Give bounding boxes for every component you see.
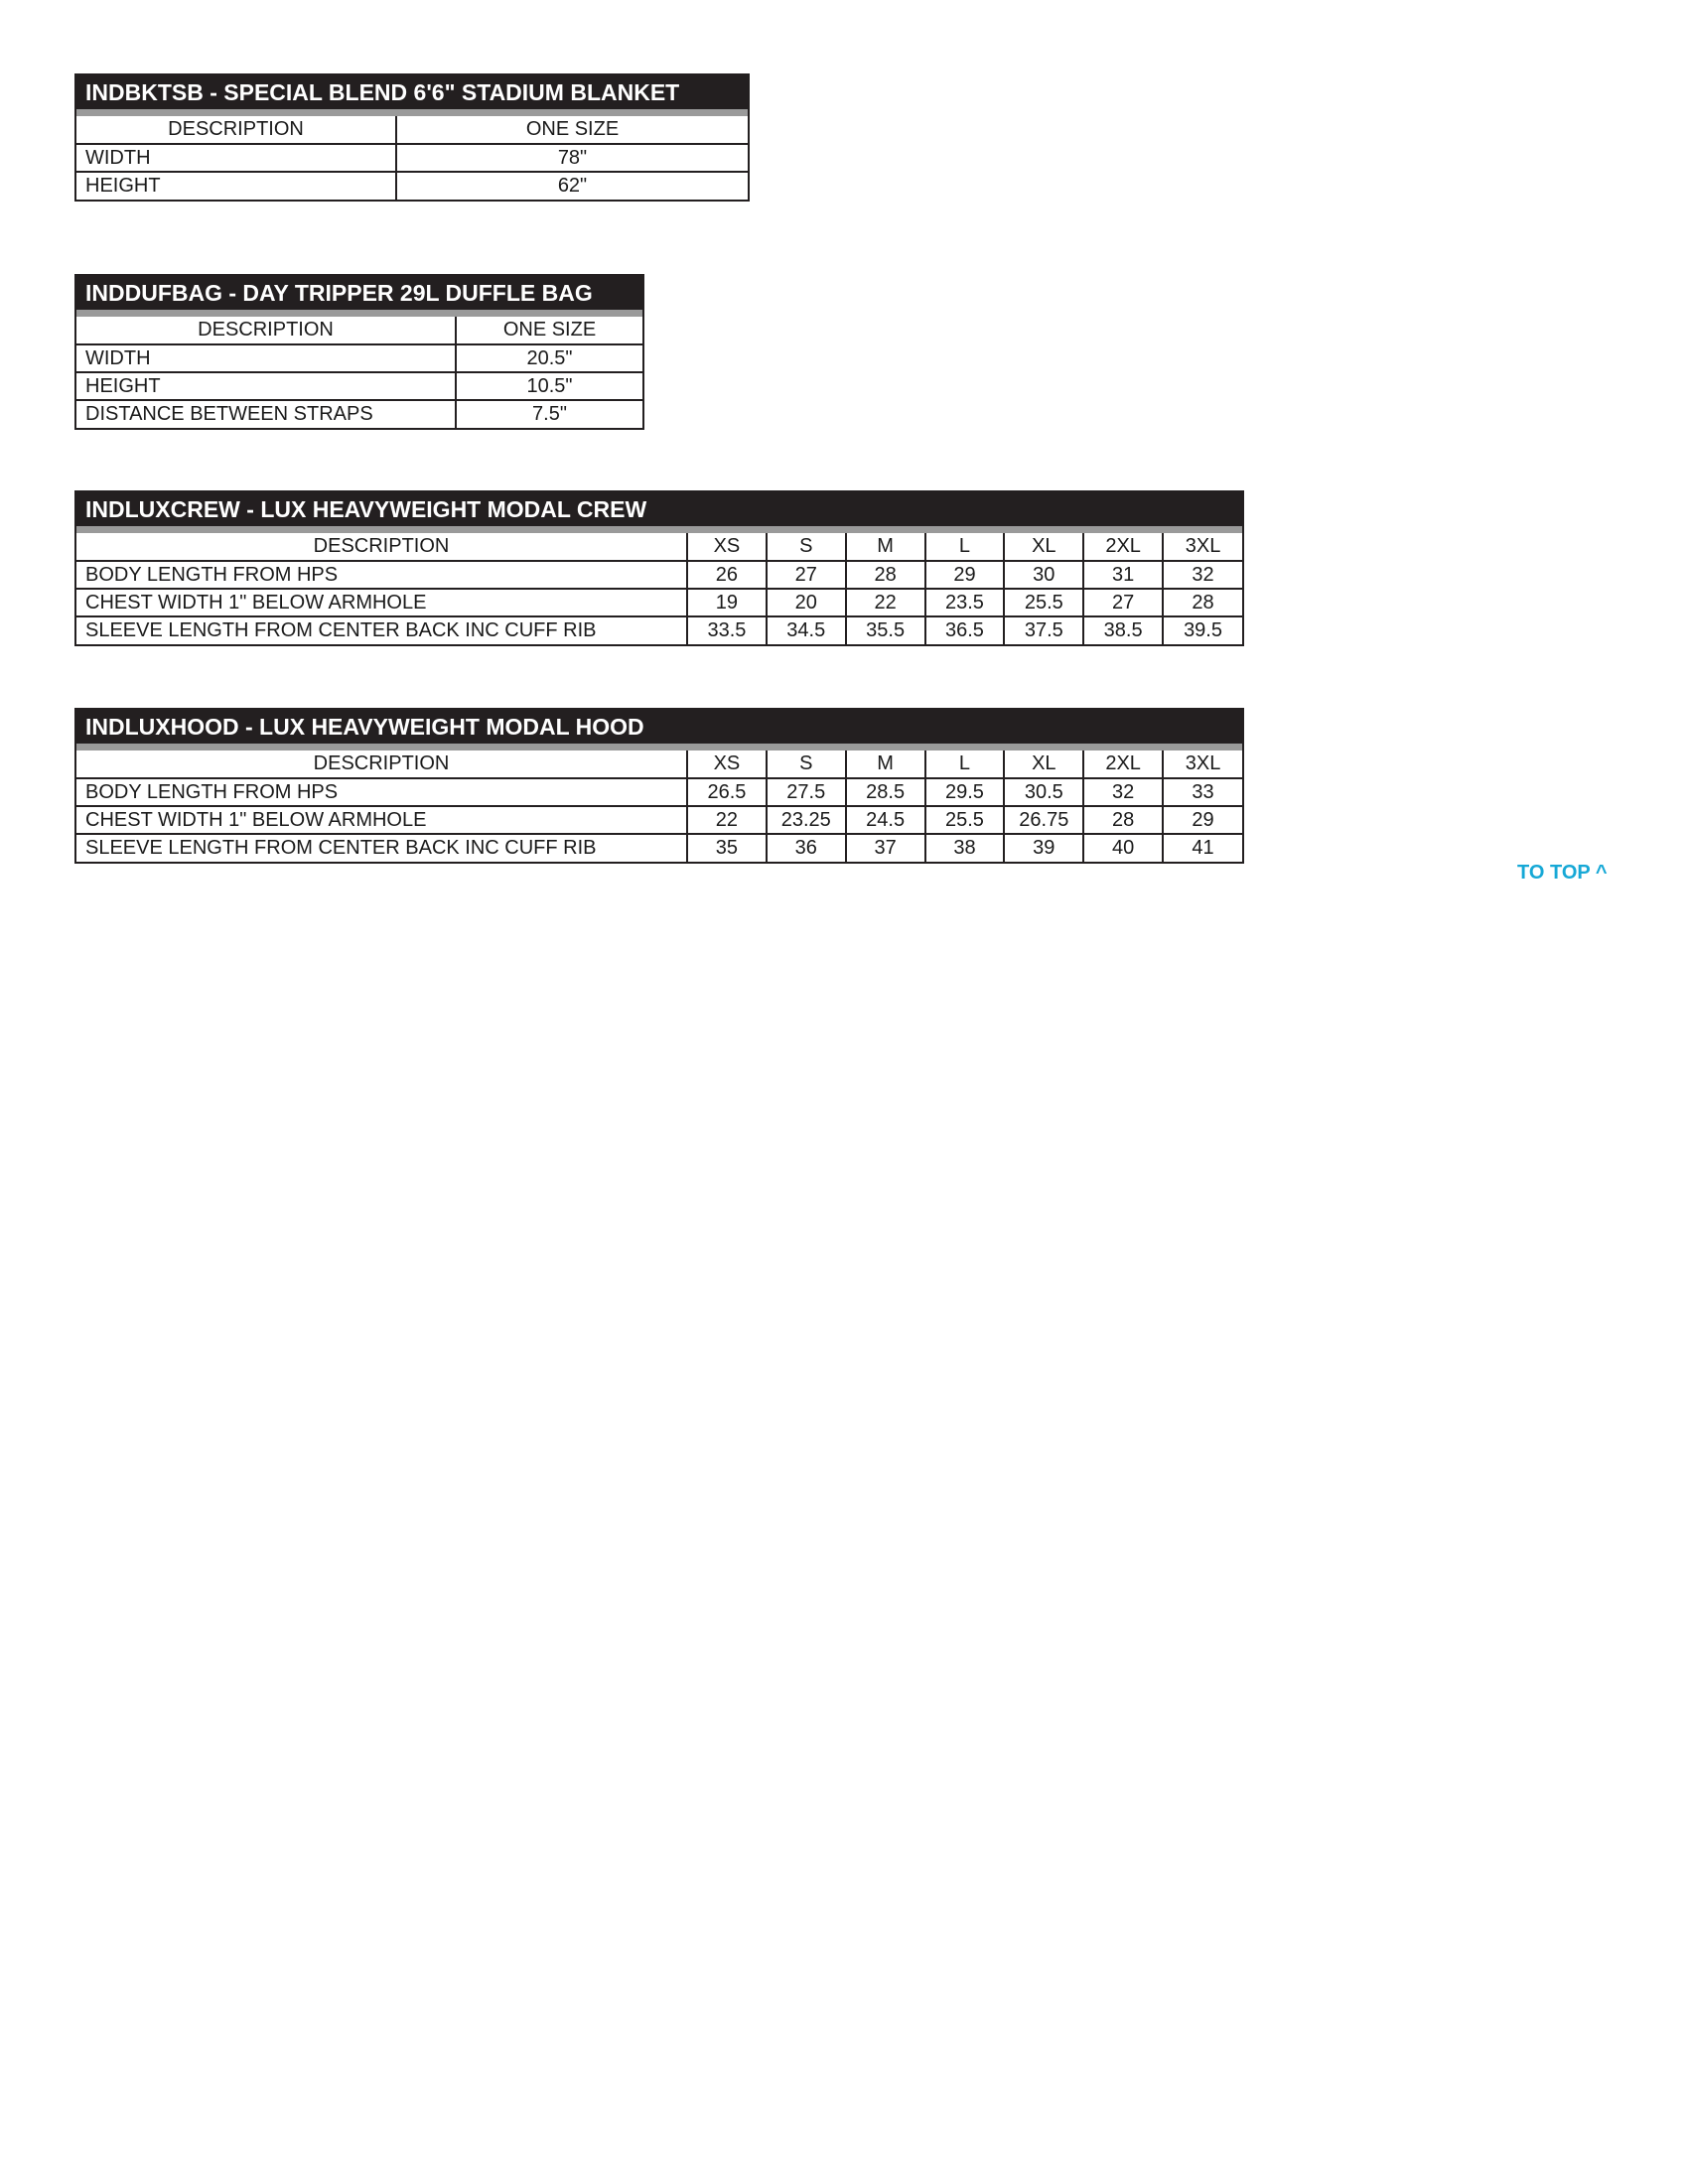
column-header: XS (687, 533, 767, 561)
table-row (76, 834, 1242, 862)
column-header: S (767, 533, 846, 561)
column-header: DESCRIPTION (76, 116, 396, 144)
cell-value: 20 (767, 589, 846, 616)
column-header: XL (1004, 751, 1083, 778)
cell-value: 31 (1083, 561, 1163, 589)
row-label: CHEST WIDTH 1" BELOW ARMHOLE (76, 589, 687, 616)
table-header-row (76, 751, 1242, 778)
cell-value: 40 (1083, 834, 1163, 862)
cell-value: 35 (687, 834, 767, 862)
size-chart-blanket (74, 73, 750, 202)
column-header: DESCRIPTION (76, 317, 456, 344)
table-row (76, 561, 1242, 589)
cell-value: 38 (925, 834, 1005, 862)
table-row (76, 589, 1242, 616)
column-header: 3XL (1163, 533, 1242, 561)
table-header-row (76, 533, 1242, 561)
cell-value: 28 (1163, 589, 1242, 616)
chart-title: INDDUFBAG - DAY TRIPPER 29L DUFFLE BAG (76, 276, 642, 317)
chart-title: INDLUXCREW - LUX HEAVYWEIGHT MODAL CREW (76, 492, 1242, 533)
table-row (76, 806, 1242, 834)
chart-title: INDBKTSB - SPECIAL BLEND 6'6" STADIUM BLANKET (76, 75, 748, 116)
size-table (76, 751, 1242, 862)
cell-value: 22 (687, 806, 767, 834)
row-label: BODY LENGTH FROM HPS (76, 778, 687, 806)
size-chart-crew (74, 490, 1244, 646)
cell-value: 37.5 (1004, 616, 1083, 644)
column-header: 2XL (1083, 751, 1163, 778)
row-label: SLEEVE LENGTH FROM CENTER BACK INC CUFF RIB (76, 616, 687, 644)
row-label: CHEST WIDTH 1" BELOW ARMHOLE (76, 806, 687, 834)
row-label: WIDTH (76, 144, 396, 172)
cell-value: 22 (846, 589, 925, 616)
cell-value: 30.5 (1004, 778, 1083, 806)
row-label: HEIGHT (76, 372, 456, 400)
row-label: SLEEVE LENGTH FROM CENTER BACK INC CUFF RIB (76, 834, 687, 862)
cell-value: 19 (687, 589, 767, 616)
cell-value: 38.5 (1083, 616, 1163, 644)
column-header: L (925, 751, 1005, 778)
table-row (76, 616, 1242, 644)
cell-value: 26.5 (687, 778, 767, 806)
row-label: HEIGHT (76, 172, 396, 200)
table-row (76, 778, 1242, 806)
cell-value: 35.5 (846, 616, 925, 644)
cell-value: 24.5 (846, 806, 925, 834)
column-header: L (925, 533, 1005, 561)
cell-value: 30 (1004, 561, 1083, 589)
cell-value: 39.5 (1163, 616, 1242, 644)
column-header: M (846, 751, 925, 778)
cell-value: 33.5 (687, 616, 767, 644)
cell-value: 26.75 (1004, 806, 1083, 834)
cell-value: 37 (846, 834, 925, 862)
chart-title: INDLUXHOOD - LUX HEAVYWEIGHT MODAL HOOD (76, 710, 1242, 751)
column-header: ONE SIZE (456, 317, 642, 344)
table-row (76, 172, 748, 200)
cell-value: 36.5 (925, 616, 1005, 644)
column-header: DESCRIPTION (76, 751, 687, 778)
row-label: WIDTH (76, 344, 456, 372)
cell-value: 27 (1083, 589, 1163, 616)
cell-value: 36 (767, 834, 846, 862)
column-header: 2XL (1083, 533, 1163, 561)
cell-value: 78" (396, 144, 748, 172)
cell-value: 41 (1163, 834, 1242, 862)
size-table (76, 116, 748, 200)
size-table (76, 533, 1242, 644)
cell-value: 32 (1083, 778, 1163, 806)
table-header-row (76, 317, 642, 344)
cell-value: 29.5 (925, 778, 1005, 806)
cell-value: 23.25 (767, 806, 846, 834)
cell-value: 29 (1163, 806, 1242, 834)
cell-value: 7.5" (456, 400, 642, 428)
column-header: M (846, 533, 925, 561)
cell-value: 28 (1083, 806, 1163, 834)
to-top-link[interactable]: TO TOP ^ (1517, 862, 1608, 884)
cell-value: 26 (687, 561, 767, 589)
table-row (76, 372, 642, 400)
column-header: 3XL (1163, 751, 1242, 778)
column-header: ONE SIZE (396, 116, 748, 144)
table-row (76, 144, 748, 172)
cell-value: 32 (1163, 561, 1242, 589)
size-chart-duffle-bag (74, 274, 644, 430)
cell-value: 33 (1163, 778, 1242, 806)
cell-value: 25.5 (925, 806, 1005, 834)
column-header: S (767, 751, 846, 778)
cell-value: 10.5" (456, 372, 642, 400)
column-header: XL (1004, 533, 1083, 561)
cell-value: 28.5 (846, 778, 925, 806)
row-label: DISTANCE BETWEEN STRAPS (76, 400, 456, 428)
cell-value: 29 (925, 561, 1005, 589)
cell-value: 39 (1004, 834, 1083, 862)
table-header-row (76, 116, 748, 144)
cell-value: 27.5 (767, 778, 846, 806)
cell-value: 25.5 (1004, 589, 1083, 616)
cell-value: 20.5" (456, 344, 642, 372)
size-chart-hood (74, 708, 1244, 864)
row-label: BODY LENGTH FROM HPS (76, 561, 687, 589)
cell-value: 28 (846, 561, 925, 589)
cell-value: 27 (767, 561, 846, 589)
cell-value: 34.5 (767, 616, 846, 644)
column-header: DESCRIPTION (76, 533, 687, 561)
size-table (76, 317, 642, 428)
cell-value: 62" (396, 172, 748, 200)
cell-value: 23.5 (925, 589, 1005, 616)
column-header: XS (687, 751, 767, 778)
table-row (76, 400, 642, 428)
table-row (76, 344, 642, 372)
